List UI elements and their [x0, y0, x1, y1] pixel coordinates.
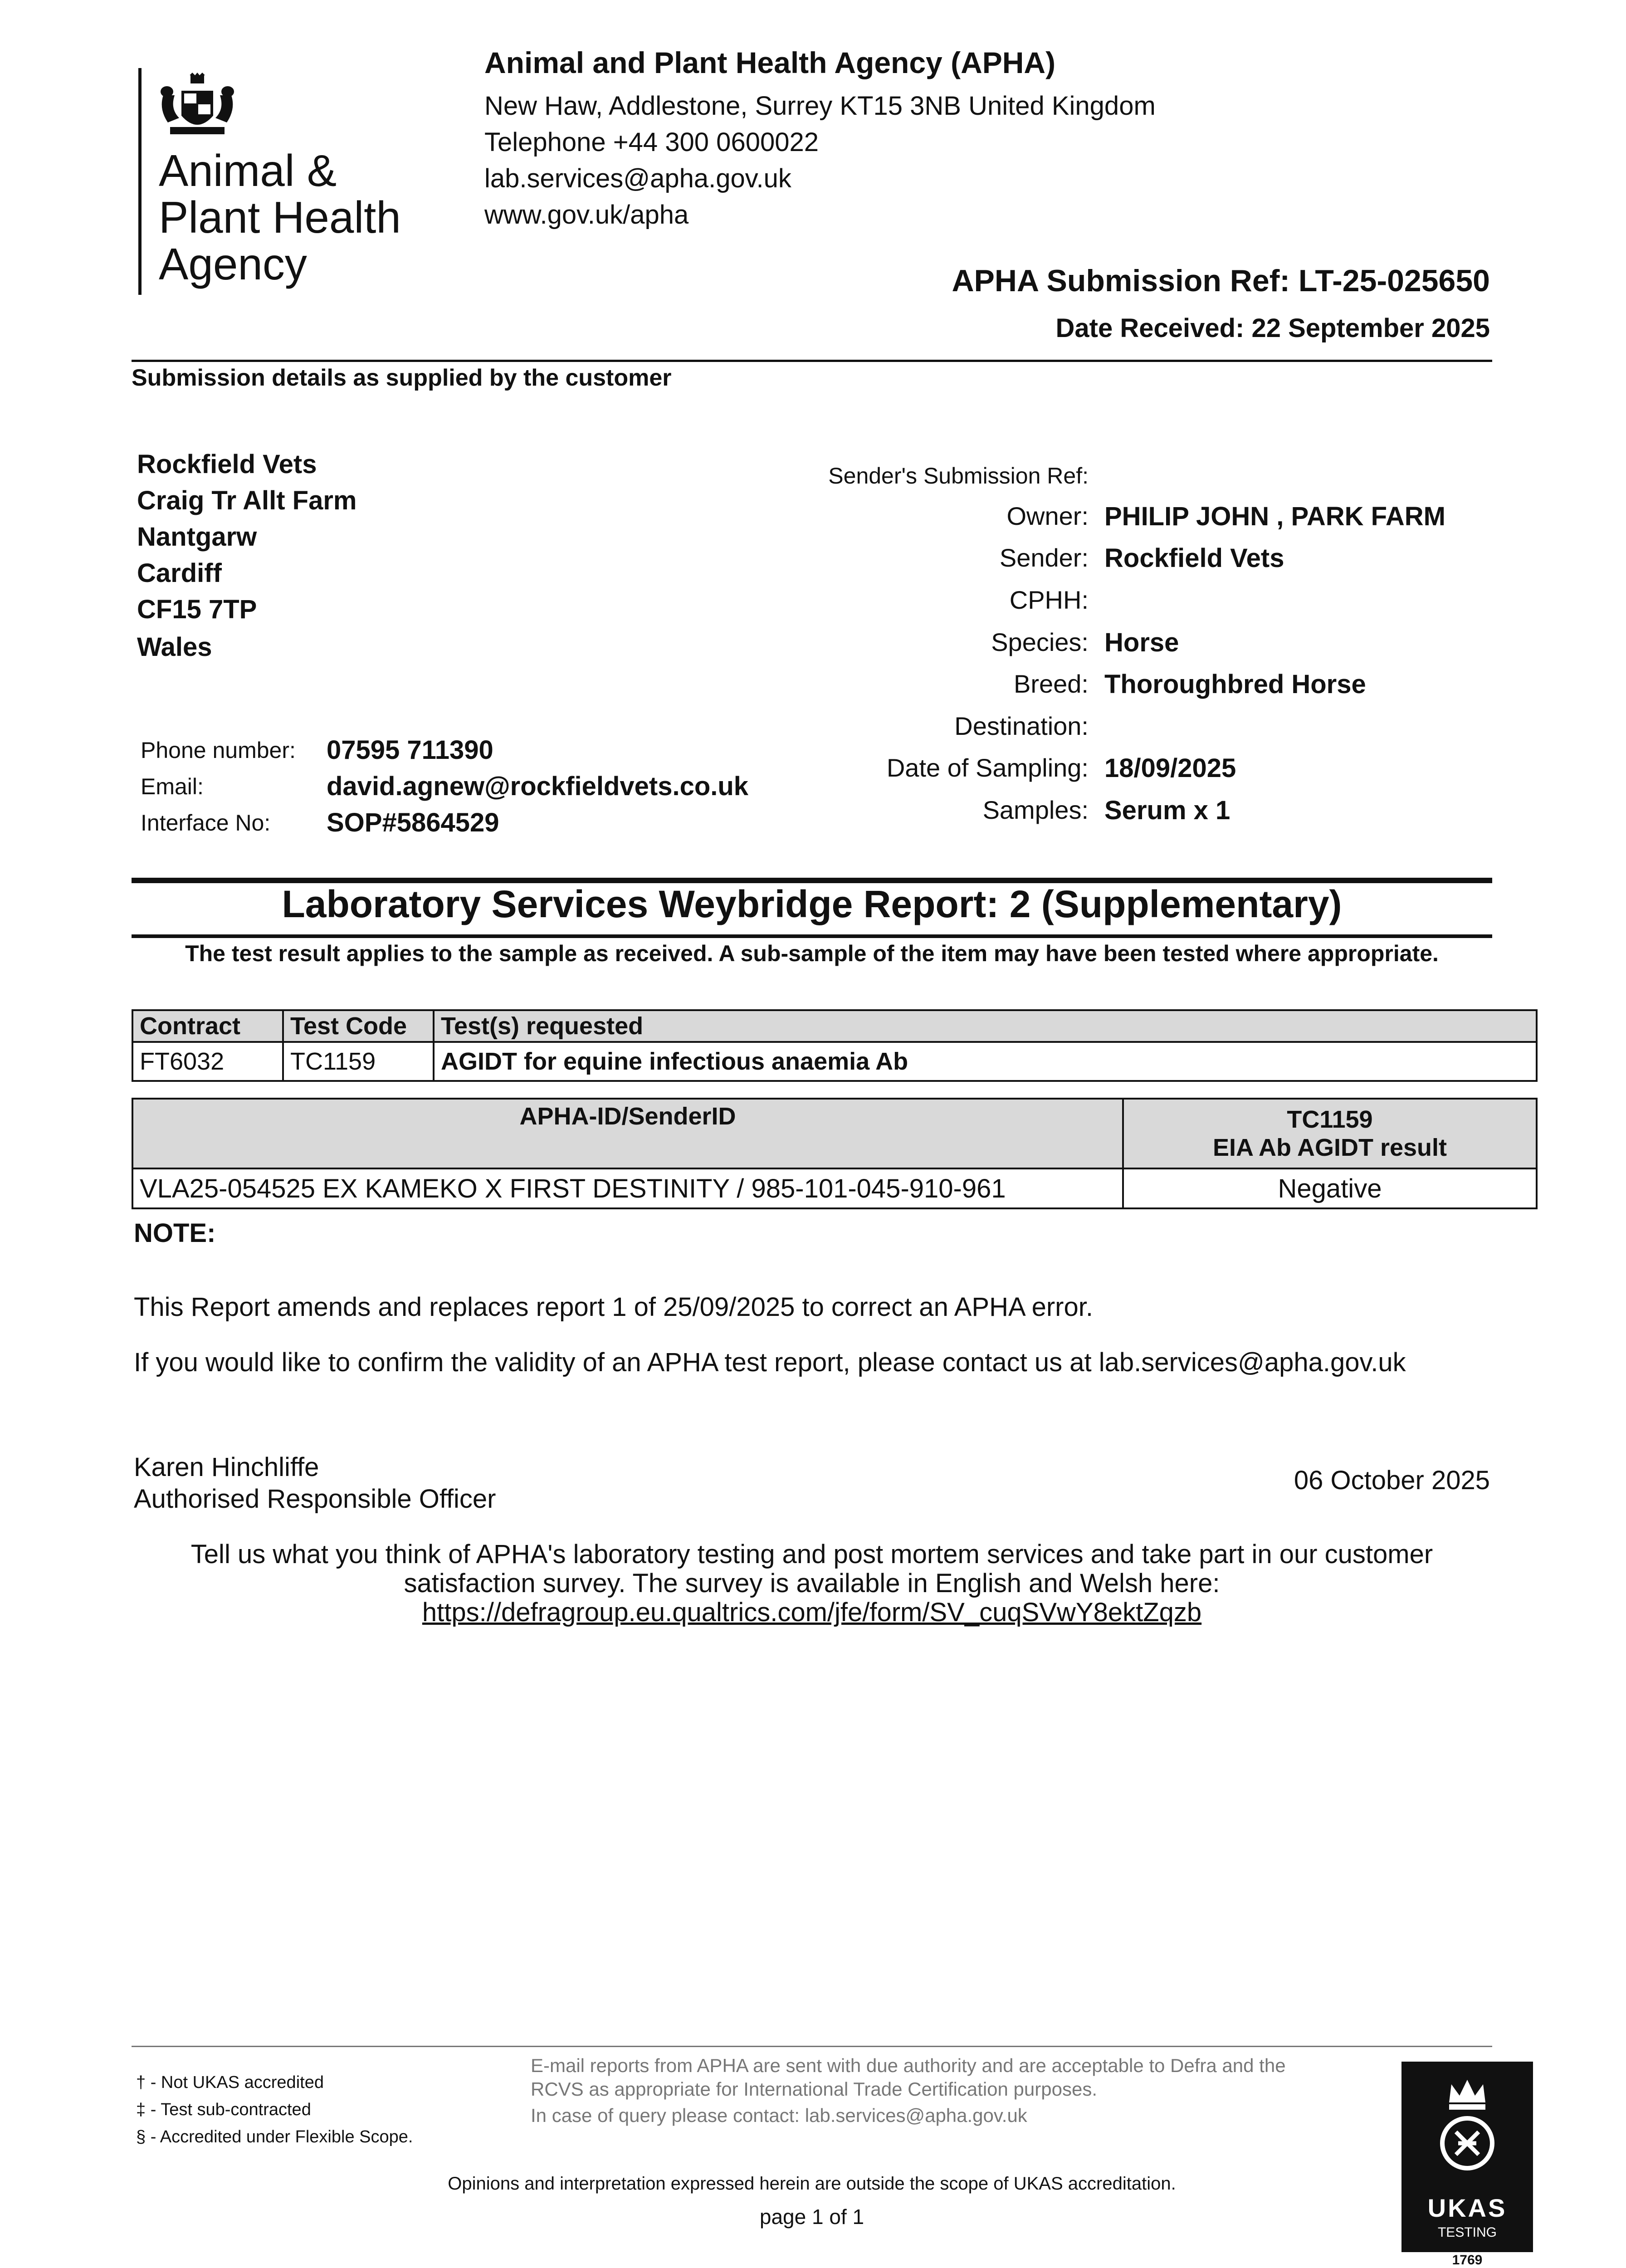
agency-website[interactable]: www.gov.uk/apha [484, 200, 689, 230]
date-received: Date Received: 22 September 2025 [1055, 313, 1490, 343]
customer-line-5: CF15 7TP [137, 595, 257, 624]
sampling-date-label: Date of Sampling: [886, 753, 1089, 782]
agency-name: Animal and Plant Health Agency (APHA) [484, 46, 1056, 79]
survey-block [132, 1540, 1492, 1627]
test-code-header: Test Code [283, 1010, 434, 1042]
interface-label: Interface No: [141, 810, 271, 836]
contract-cell: FT6032 [132, 1042, 283, 1081]
tests-table [132, 1009, 1538, 1082]
breed-value: Thoroughbred Horse [1104, 670, 1366, 699]
customer-line-2: Craig Tr Allt Farm [137, 486, 357, 515]
breed-label: Breed: [1014, 670, 1089, 698]
sender-value: Rockfield Vets [1104, 543, 1284, 573]
customer-line-3: Nantgarw [137, 522, 257, 552]
email-note-text: E-mail reports from APHA are sent with due authority and are acceptable to Defra and the RCVS as appropriate for International Trade Certification purposes. [531, 2055, 1286, 2100]
page-number: page 1 of 1 [759, 2205, 864, 2229]
royal-crest-icon [154, 73, 240, 145]
logo-divider [138, 68, 142, 295]
logo-line-3: Agency [159, 239, 307, 289]
apha-id-header: APHA-ID/SenderID [132, 1099, 1123, 1168]
species-label: Species: [991, 628, 1089, 656]
applies-statement: The test result applies to the sample as received. A sub-sample of the item may have been tested where appropriate. [185, 941, 1439, 966]
result-header-name: EIA Ab AGIDT result [1212, 1134, 1447, 1161]
customer-line-4: Cardiff [137, 558, 222, 588]
signature-date: 06 October 2025 [1294, 1466, 1490, 1495]
result-cell: Negative [1123, 1168, 1537, 1208]
header-rule [132, 360, 1492, 362]
owner-value: PHILIP JOHN , PARK FARM [1104, 502, 1445, 531]
phone-label: Phone number: [141, 738, 296, 763]
sampling-date-value: 18/09/2025 [1104, 753, 1236, 783]
note-label: NOTE: [134, 1218, 216, 1248]
report-title: Laboratory Services Weybridge Report: 2 (Supplementary) [282, 883, 1342, 925]
ukas-badge [1401, 2062, 1533, 2252]
customer-line-1: Rockfield Vets [137, 450, 317, 479]
key-not-accredited: † - Not UKAS accredited [136, 2073, 324, 2092]
results-header-row [132, 1099, 1537, 1168]
samples-label: Samples: [982, 796, 1089, 824]
species-value: Horse [1104, 628, 1179, 657]
report-rule-bottom [132, 934, 1492, 938]
survey-line-2: satisfaction survey. The survey is available in English and Welsh here: [404, 1569, 1220, 1598]
email-authority-note [531, 2054, 1302, 2127]
signer-name: Karen Hinchliffe [134, 1452, 319, 1482]
amendment-note: This Report amends and replaces report 1 of 25/09/2025 to correct an APHA error. [134, 1292, 1093, 1322]
ukas-number: 1769 [1452, 2253, 1483, 2268]
contract-header: Contract [132, 1010, 283, 1042]
logo-line-2: Plant Health [159, 192, 401, 242]
tests-requested-header: Test(s) requested [434, 1010, 1537, 1042]
samples-value: Serum x 1 [1104, 796, 1230, 825]
agency-logo-text [159, 147, 401, 288]
result-header [1123, 1099, 1537, 1168]
apha-id-cell: VLA25-054525 EX KAMEKO X FIRST DESTINITY / 985-101-045-910-961 [132, 1168, 1123, 1208]
agency-address: New Haw, Addlestone, Surrey KT15 3NB United Kingdom [484, 91, 1156, 121]
table-row [132, 1168, 1537, 1208]
survey-line-1: Tell us what you think of APHA's laboratory testing and post mortem services and take part in our customer [190, 1540, 1433, 1569]
opinions-disclaimer: Opinions and interpretation expressed herein are outside the scope of UKAS accreditation. [448, 2174, 1176, 2194]
ukas-crown-icon [1438, 2071, 1497, 2175]
validity-note: If you would like to confirm the validity of an APHA test report, please contact us at lab.services@apha.gov.uk [134, 1348, 1406, 1377]
cphh-label: CPHH: [1009, 586, 1089, 614]
submission-heading: Submission details as supplied by the customer [132, 365, 672, 391]
submission-ref: APHA Submission Ref: LT-25-025650 [952, 264, 1490, 298]
key-flexible-scope: § - Accredited under Flexible Scope. [136, 2127, 413, 2146]
signer-role: Authorised Responsible Officer [134, 1484, 496, 1514]
agency-email[interactable]: lab.services@apha.gov.uk [484, 164, 791, 193]
query-note: In case of query please contact: lab.services@apha.gov.uk [531, 2105, 1027, 2126]
result-header-code: TC1159 [1287, 1106, 1373, 1133]
test-requested-cell: AGIDT for equine infectious anaemia Ab [434, 1042, 1537, 1081]
email-label: Email: [141, 774, 204, 799]
footer-rule [132, 2046, 1492, 2047]
sender-label: Sender: [999, 543, 1089, 572]
agency-telephone: Telephone +44 300 0600022 [484, 127, 819, 157]
results-table [132, 1098, 1538, 1209]
customer-line-6: Wales [137, 632, 212, 662]
owner-label: Owner: [1006, 502, 1089, 530]
logo-line-1: Animal & [159, 146, 337, 196]
email-value[interactable]: david.agnew@rockfieldvets.co.uk [327, 772, 749, 801]
interface-value: SOP#5864529 [327, 808, 499, 837]
destination-label: Destination: [954, 712, 1089, 740]
phone-value: 07595 711390 [327, 735, 493, 765]
tests-header-row [132, 1010, 1537, 1042]
table-row [132, 1042, 1537, 1081]
ukas-testing-label: TESTING [1437, 2225, 1497, 2240]
test-code-cell: TC1159 [283, 1042, 434, 1081]
ukas-label: UKAS [1427, 2194, 1507, 2222]
survey-link[interactable]: https://defragroup.eu.qualtrics.com/jfe/form/SV_cuqSVwY8ektZqzb [422, 1598, 1202, 1627]
key-sub-contracted: ‡ - Test sub-contracted [136, 2100, 311, 2119]
senders-ref-label: Sender's Submission Ref: [828, 463, 1089, 489]
